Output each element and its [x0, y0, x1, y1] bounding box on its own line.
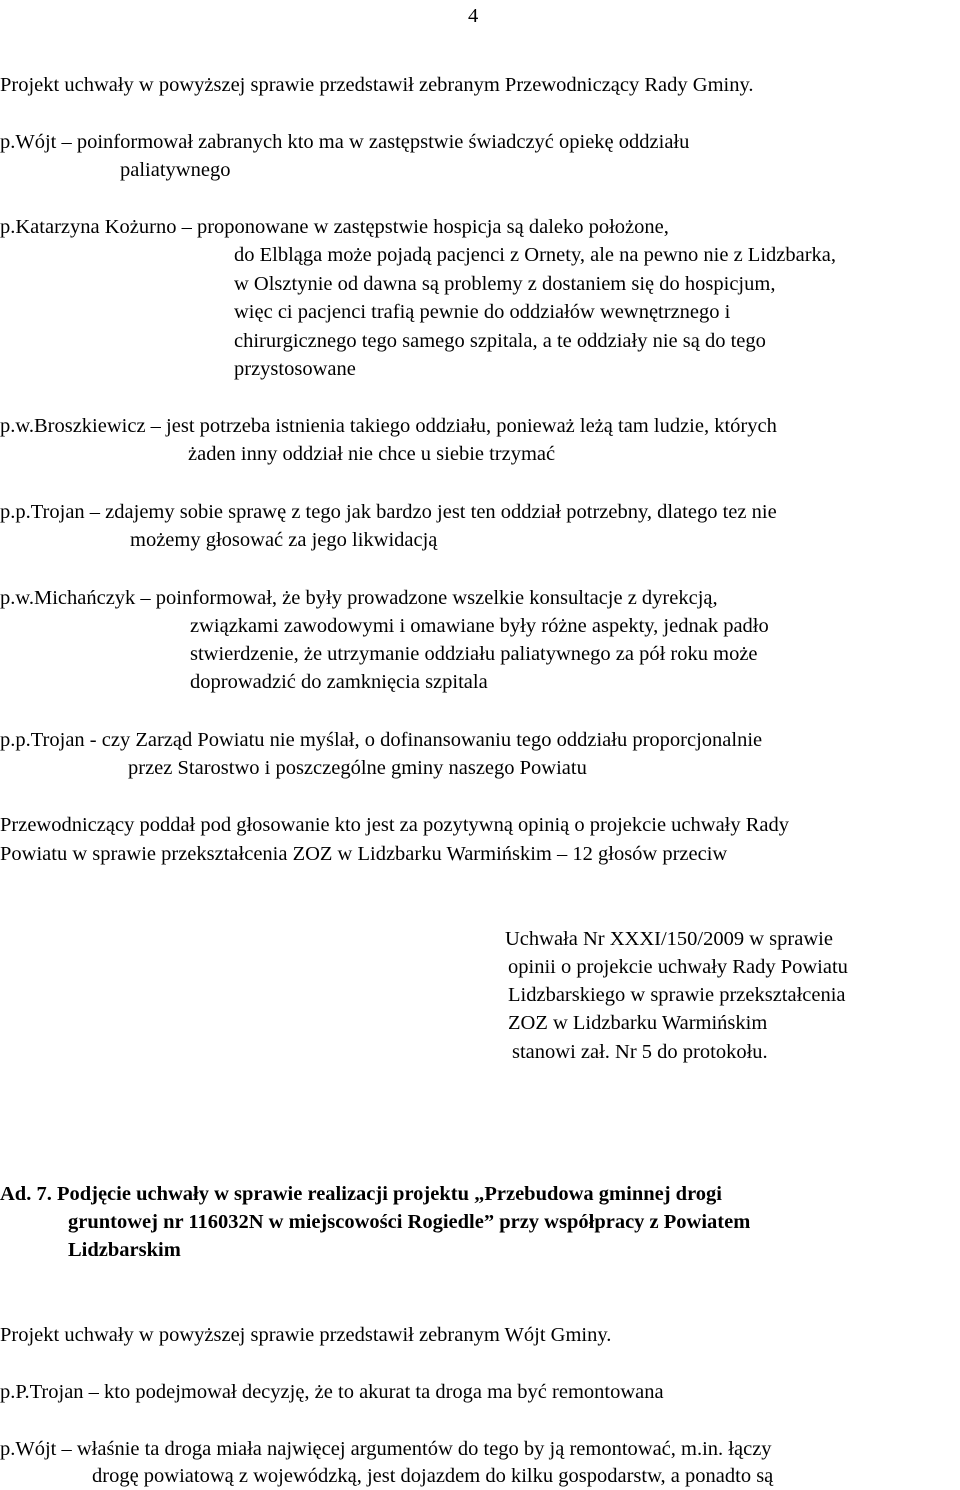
text-line: p.w.Broszkiewicz – jest potrzeba istnienia takiego oddziału, ponieważ leżą tam ludzie, których	[0, 415, 777, 437]
text-line: Projekt uchwały w powyższej sprawie przedstawił zebranym Wójt Gminy.	[0, 1324, 612, 1346]
text-line: opinii o projekcie uchwały Rady Powiatu	[508, 956, 848, 978]
text-line: p.P.Trojan – kto podejmował decyzję, że to akurat ta droga ma być remontowana	[0, 1381, 664, 1403]
text-line: więc ci pacjenci trafią pewnie do oddziałów wewnętrznego i	[234, 301, 731, 323]
text-line: p.Wójt – właśnie ta droga miała najwięcej argumentów do tego by ją remontować, m.in. łączy	[0, 1438, 772, 1460]
text-line: ZOZ w Lidzbarku Warmińskim	[508, 1012, 768, 1034]
text-line: p.p.Trojan - czy Zarząd Powiatu nie myślał, o dofinansowaniu tego oddziału proporcjonalnie	[0, 729, 763, 751]
text-line: drogę powiatową z wojewódzką, jest dojazdem do kilku gospodarstw, a ponadto są	[92, 1465, 774, 1487]
text-line: do Elbląga może pojadą pacjenci z Ornety, ale na pewno nie z Lidzbarka,	[234, 244, 837, 266]
heading-line: gruntowej nr 116032N w miejscowości Rogiedle” przy współpracy z Powiatem	[68, 1211, 751, 1233]
text-line: Uchwała Nr XXXI/150/2009 w sprawie	[505, 928, 833, 950]
text-line: przystosowane	[234, 358, 356, 380]
text-line: p.Katarzyna Kożurno – proponowane w zastępstwie hospicja są daleko położone,	[0, 216, 669, 238]
page-number: 4	[468, 5, 479, 27]
text-line: w Olsztynie od dawna są problemy z dostaniem się do hospicjum,	[234, 273, 776, 295]
heading-line: Ad. 7. Podjęcie uchwały w sprawie realizacji projektu „Przebudowa gminnej drogi	[0, 1183, 723, 1205]
text-line: doprowadzić do zamknięcia szpitala	[190, 671, 488, 693]
text-line: możemy głosować za jego likwidacją	[130, 529, 438, 551]
text-line: Powiatu w sprawie przekształcenia ZOZ w Lidzbarku Warmińskim – 12 głosów przeciw	[0, 843, 728, 865]
text-line: paliatywnego	[120, 159, 231, 181]
text-line: p.w.Michańczyk – poinformował, że były prowadzone wszelkie konsultacje z dyrekcją,	[0, 587, 718, 609]
text-line: Projekt uchwały w powyższej sprawie przedstawił zebranym Przewodniczący Rady Gminy.	[0, 74, 754, 96]
text-line: Przewodniczący poddał pod głosowanie kto jest za pozytywną opinią o projekcie uchwały Rady	[0, 814, 790, 836]
text-line: stanowi zał. Nr 5 do protokołu.	[512, 1041, 768, 1063]
text-line: chirurgicznego tego samego szpitala, a te oddziały nie są do tego	[234, 330, 766, 352]
text-line: p.p.Trojan – zdajemy sobie sprawę z tego jak bardzo jest ten oddział potrzebny, dlatego tez nie	[0, 501, 777, 523]
heading-line: Lidzbarskim	[68, 1239, 181, 1261]
text-line: przez Starostwo i poszczególne gminy naszego Powiatu	[128, 757, 587, 779]
text-line: stwierdzenie, że utrzymanie oddziału paliatywnego za pół roku może	[190, 643, 758, 665]
text-line: związkami zawodowymi i omawiane były różne aspekty, jednak padło	[190, 615, 769, 637]
text-line: Lidzbarskiego w sprawie przekształcenia	[508, 984, 846, 1006]
text-line: żaden inny oddział nie chce u siebie trzymać	[188, 443, 556, 465]
text-line: p.Wójt – poinformował zabranych kto ma w zastępstwie świadczyć opiekę oddziału	[0, 131, 690, 153]
